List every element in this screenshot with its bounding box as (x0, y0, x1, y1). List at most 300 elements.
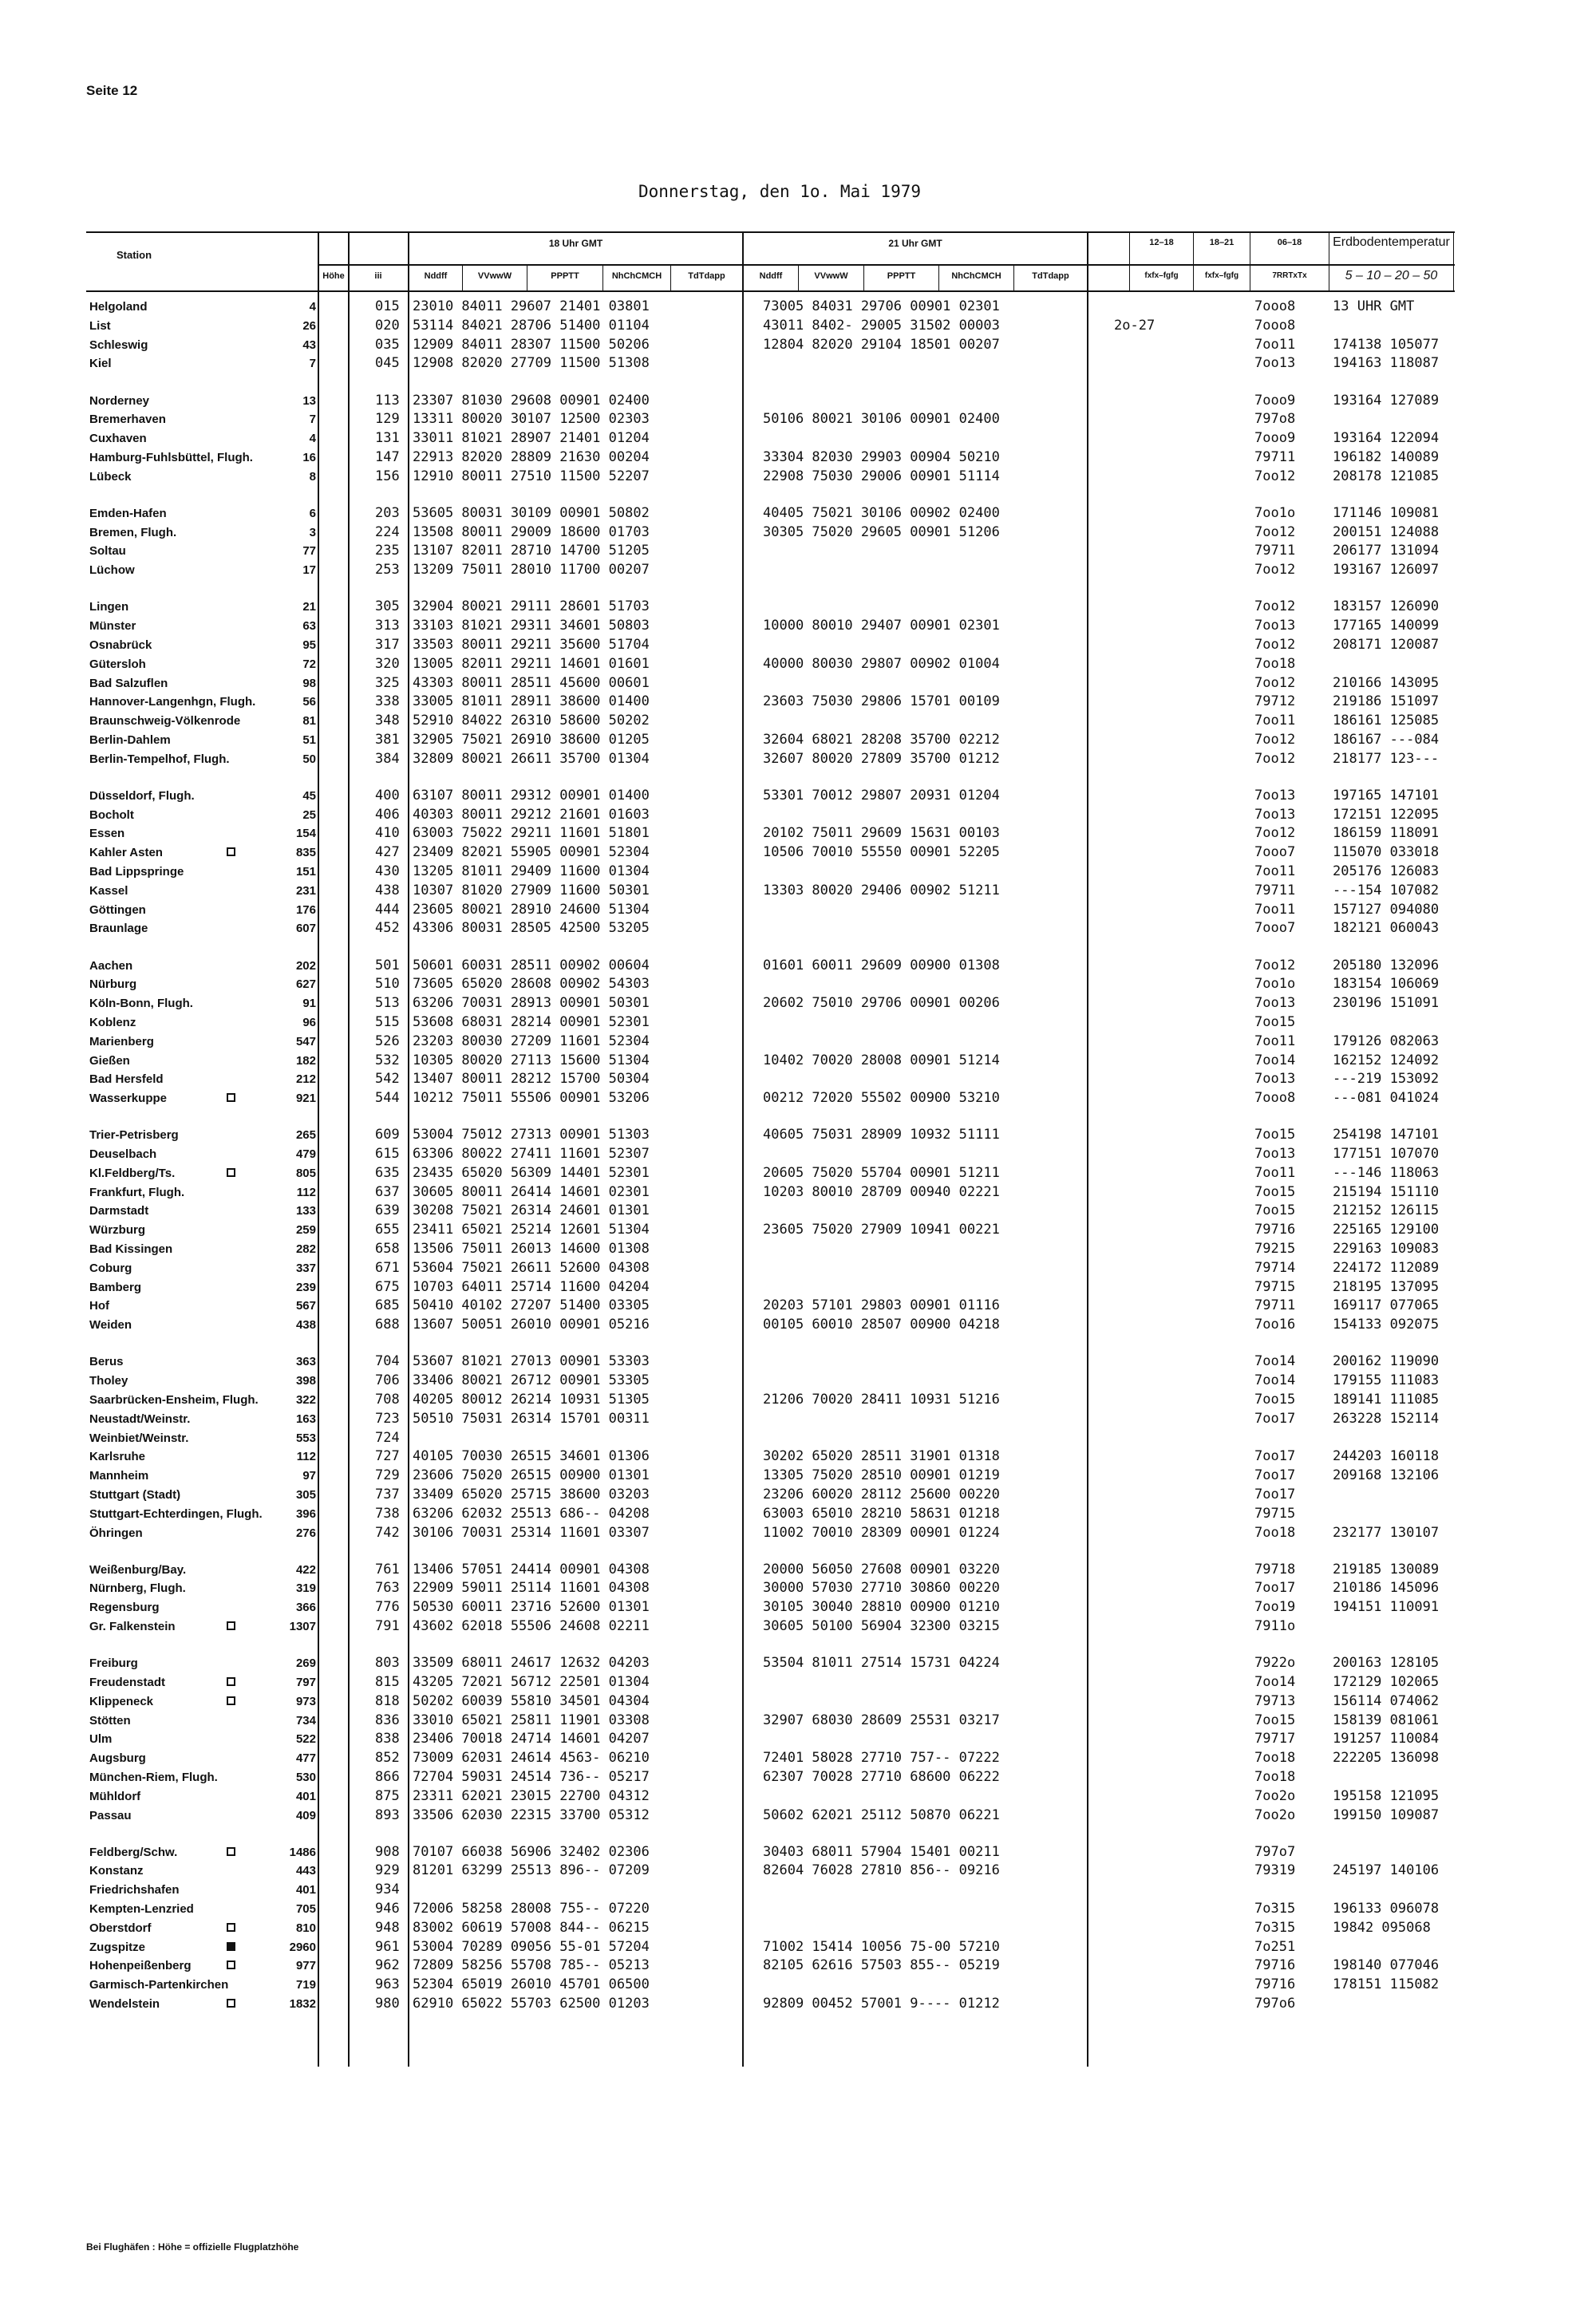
station-name: Bad Kissingen (89, 1242, 173, 1256)
station-hoehe: 977 (295, 1959, 316, 1973)
soil-temperature: 169117 077065 (1333, 1297, 1440, 1314)
station-name: Cuxhaven (89, 432, 147, 446)
station-hoehe: 95 (302, 638, 316, 652)
station-hoehe: 163 (295, 1412, 316, 1426)
soil-temperature: 179126 082063 (1333, 1033, 1440, 1049)
soil-temperature: 209168 132106 (1333, 1467, 1440, 1484)
code-06-18: 7oo12 (1254, 674, 1296, 691)
obs-21-uhr: 23603 75030 29806 15701 00109 (763, 693, 1000, 710)
obs-21-uhr: 30305 75020 29605 00901 51206 (763, 523, 1000, 540)
station-name: Lübeck (89, 469, 132, 484)
station-hoehe: 401 (295, 1789, 316, 1803)
table-row (0, 1937, 1596, 1957)
station-name: Nürburg (89, 977, 137, 992)
station-name: Friedrichshafen (89, 1883, 180, 1897)
station-iii: 515 (375, 1013, 400, 1030)
station-hoehe: 477 (295, 1751, 316, 1766)
code-06-18: 7oo11 (1254, 336, 1296, 353)
station-hoehe: 443 (295, 1864, 316, 1878)
station-iii: 685 (375, 1297, 400, 1314)
table-row (0, 1051, 1596, 1070)
obs-18-uhr: 43602 62018 55506 24608 02211 (413, 1618, 650, 1634)
code-06-18: 7922o (1254, 1655, 1296, 1672)
station-name: Stuttgart-Echterdingen, Flugh. (89, 1506, 263, 1521)
table-row (0, 1239, 1596, 1258)
soil-temperature: 210186 145096 (1333, 1580, 1440, 1597)
soil-temperature: 157127 094080 (1333, 901, 1440, 918)
station-name: Würzburg (89, 1223, 145, 1238)
obs-18-uhr: 23411 65021 25214 12601 51304 (413, 1222, 650, 1238)
station-hoehe: 3 (309, 525, 316, 539)
soil-temperature: 178151 115082 (1333, 1976, 1440, 1993)
station-hoehe: 607 (295, 922, 316, 936)
station-iii: 818 (375, 1692, 400, 1709)
obs-18-uhr: 23203 80030 27209 11601 52304 (413, 1033, 650, 1049)
table-row (0, 1880, 1596, 1899)
code-06-18: 7oo17 (1254, 1410, 1296, 1427)
station-iii: 430 (375, 863, 400, 879)
station-name: Feldberg/Schw. (89, 1845, 178, 1859)
station-hoehe: 72 (302, 657, 316, 671)
obs-18-uhr: 52304 65019 26010 45701 06500 (413, 1976, 650, 1993)
station-iii: 948 (375, 1919, 400, 1936)
code-06-18: 79717 (1254, 1731, 1296, 1747)
station-iii: 381 (375, 731, 400, 748)
code-06-18: 7oo11 (1254, 713, 1296, 729)
code-06-18: 7o315 (1254, 1919, 1296, 1936)
station-name: Bocholt (89, 807, 134, 822)
station-iii: 934 (375, 1882, 400, 1898)
table-row (0, 1277, 1596, 1297)
station-hoehe: 259 (295, 1223, 316, 1238)
obs-18-uhr: 12908 82020 27709 11500 51308 (413, 355, 650, 372)
header-18-nddff: Nddff (424, 271, 448, 281)
station-name: Gr. Falkenstein (89, 1620, 176, 1633)
table-row (0, 1183, 1596, 1202)
soil-temperature: 198140 077046 (1333, 1957, 1440, 1974)
soil-temperature: 174138 105077 (1333, 336, 1440, 353)
code-06-18: 797o8 (1254, 411, 1296, 428)
soil-temperature: 219186 151097 (1333, 693, 1440, 710)
station-hoehe: 438 (295, 1318, 316, 1333)
station-iii: 348 (375, 713, 400, 729)
table-row (0, 711, 1596, 730)
table-row (0, 1899, 1596, 1918)
station-hoehe: 396 (295, 1506, 316, 1521)
obs-18-uhr: 30605 80011 26414 14601 02301 (413, 1183, 650, 1200)
station-name: Düsseldorf, Flugh. (89, 788, 195, 803)
station-name: Kempten-Lenzried (89, 1902, 194, 1916)
station-hoehe: 363 (295, 1355, 316, 1369)
station-name: Klippeneck (89, 1694, 154, 1708)
obs-18-uhr: 13205 81011 29409 11600 01304 (413, 863, 650, 879)
station-hoehe: 530 (295, 1770, 316, 1784)
station-iii: 803 (375, 1655, 400, 1672)
obs-18-uhr: 43306 80031 28505 42500 53205 (413, 920, 650, 937)
station-hoehe: 112 (296, 1185, 316, 1199)
soil-temperature: 193164 127089 (1333, 392, 1440, 409)
station-hoehe: 7 (309, 413, 316, 427)
station-iii: 671 (375, 1259, 400, 1276)
station-hoehe: 13 (302, 393, 316, 408)
code-06-18: 7ooo7 (1254, 844, 1296, 861)
obs-18-uhr: 53608 68031 28214 00901 52301 (413, 1013, 650, 1030)
code-06-18: 7oo12 (1254, 731, 1296, 748)
station-name: Berus (89, 1355, 124, 1369)
code-06-18: 7oo11 (1254, 1033, 1296, 1049)
soil-temperature: 224172 112089 (1333, 1259, 1440, 1276)
obs-18-uhr: 72006 58258 28008 755-- 07220 (413, 1901, 650, 1917)
obs-18-uhr: 43303 80011 28511 45600 00601 (413, 674, 650, 691)
station-iii: 723 (375, 1410, 400, 1427)
obs-21-uhr: 43011 8402- 29005 31502 00003 (763, 317, 1000, 334)
station-name: München-Riem, Flugh. (89, 1770, 218, 1784)
station-iii: 961 (375, 1938, 400, 1955)
station-name: Köln-Bonn, Flugh. (89, 997, 193, 1011)
obs-21-uhr: 23605 75020 27909 10941 00221 (763, 1222, 1000, 1238)
station-name: Soltau (89, 544, 126, 559)
table-row (0, 1918, 1596, 1937)
station-iii: 675 (375, 1278, 400, 1295)
station-iii: 317 (375, 636, 400, 653)
code-06-18: 7oo17 (1254, 1486, 1296, 1502)
station-iii: 635 (375, 1164, 400, 1181)
station-name: Wendelstein (89, 1997, 160, 2011)
station-iii: 325 (375, 674, 400, 691)
station-iii: 615 (375, 1146, 400, 1162)
station-hoehe: 835 (295, 846, 316, 860)
code-06-18: 7911o (1254, 1618, 1296, 1634)
table-row (0, 1560, 1596, 1579)
soil-temperature: 215194 151110 (1333, 1183, 1440, 1200)
obs-21-uhr: 10000 80010 29407 00901 02301 (763, 618, 1000, 634)
obs-18-uhr: 13508 80011 29009 18600 01703 (413, 523, 650, 540)
station-name: Kl.Feldberg/Ts. (89, 1166, 176, 1180)
soil-temperature: ---219 153092 (1333, 1071, 1440, 1088)
station-hoehe: 1486 (289, 1845, 316, 1859)
obs-21-uhr: 20605 75020 55704 00901 51211 (763, 1164, 1000, 1181)
station-hoehe: 97 (302, 1469, 316, 1483)
soil-temperature: 199150 109087 (1333, 1806, 1440, 1823)
station-name: Marienberg (89, 1034, 154, 1048)
obs-18-uhr: 43205 72021 56712 22501 01304 (413, 1673, 650, 1690)
obs-21-uhr: 00212 72020 55502 00900 53210 (763, 1090, 1000, 1107)
station-hoehe: 705 (295, 1902, 316, 1916)
station-hoehe: 627 (295, 977, 316, 992)
mountain-station-square-icon (227, 1168, 235, 1177)
station-name: Nürnberg, Flugh. (89, 1581, 186, 1596)
obs-18-uhr: 33509 68011 24617 12632 04203 (413, 1655, 650, 1672)
code-06-18: 7ooo8 (1254, 1090, 1296, 1107)
station-iii: 776 (375, 1599, 400, 1616)
mountain-station-square-icon (227, 1960, 235, 1969)
station-hoehe: 319 (295, 1581, 316, 1596)
table-row (0, 1032, 1596, 1051)
code-06-18: 7ooo8 (1254, 298, 1296, 314)
obs-18-uhr: 53114 84021 28706 51400 01104 (413, 317, 650, 334)
table-row (0, 1617, 1596, 1636)
obs-18-uhr: 33506 62030 22315 33700 05312 (413, 1806, 650, 1823)
station-iii: 305 (375, 598, 400, 615)
mountain-station-square-icon (227, 1093, 235, 1102)
station-iii: 113 (375, 392, 400, 409)
station-iii: 156 (375, 468, 400, 484)
station-hoehe: 4 (309, 300, 316, 314)
station-name: Frankfurt, Flugh. (89, 1185, 185, 1199)
station-name: Trier-Petrisberg (89, 1128, 179, 1143)
code-06-18: 7oo1o (1254, 504, 1296, 521)
station-iii: 501 (375, 957, 400, 973)
header-18-21-sub: fxfx–fgfg (1204, 271, 1239, 280)
code-06-18: 7oo17 (1254, 1448, 1296, 1465)
obs-18-uhr: 32904 80021 29111 28601 51703 (413, 598, 650, 615)
station-iii: 658 (375, 1241, 400, 1257)
station-name: Gütersloh (89, 657, 146, 671)
soil-temperature: 172151 122095 (1333, 806, 1440, 823)
station-name: Wasserkuppe (89, 1092, 167, 1106)
soil-temperature: 156114 074062 (1333, 1692, 1440, 1709)
station-name: Schleswig (89, 338, 148, 352)
station-iii: 129 (375, 411, 400, 428)
obs-18-uhr: 13406 57051 24414 00901 04308 (413, 1561, 650, 1577)
obs-18-uhr: 72704 59031 24514 736-- 05217 (413, 1768, 650, 1785)
station-iii: 742 (375, 1524, 400, 1541)
obs-18-uhr: 32809 80021 26611 35700 01304 (413, 750, 650, 767)
station-name: Gießen (89, 1053, 130, 1068)
obs-18-uhr: 33005 81011 28911 38600 01400 (413, 693, 650, 710)
station-iii: 708 (375, 1391, 400, 1408)
code-06-18: 79711 (1254, 543, 1296, 559)
station-name: Garmisch-Partenkirchen (89, 1978, 229, 1992)
code-06-18: 7oo12 (1254, 562, 1296, 578)
station-hoehe: 305 (295, 1487, 316, 1502)
obs-21-uhr: 30605 50100 56904 32300 03215 (763, 1618, 1000, 1634)
station-hoehe: 16 (302, 450, 316, 464)
obs-18-uhr: 23010 84011 29607 21401 03801 (413, 298, 650, 314)
code-06-18: 7oo17 (1254, 1580, 1296, 1597)
table-row (0, 503, 1596, 523)
station-iii: 020 (375, 317, 400, 334)
station-iii: 688 (375, 1317, 400, 1333)
soil-temperature: 208178 121085 (1333, 468, 1440, 484)
station-iii: 452 (375, 920, 400, 937)
station-name: Braunschweig-Völkenrode (89, 714, 241, 729)
station-hoehe: 8 (309, 469, 316, 484)
station-iii: 875 (375, 1787, 400, 1804)
station-hoehe: 6 (309, 506, 316, 520)
soil-temperature: 212152 126115 (1333, 1202, 1440, 1219)
code-06-18: 7oo14 (1254, 1353, 1296, 1370)
obs-18-uhr: 23606 75020 26515 00900 01301 (413, 1467, 650, 1484)
obs-18-uhr: 13506 75011 26013 14600 01308 (413, 1241, 650, 1257)
station-hoehe: 133 (295, 1204, 316, 1218)
obs-21-uhr: 12804 82020 29104 18501 00207 (763, 336, 1000, 353)
obs-21-uhr: 32607 80020 27809 35700 01212 (763, 750, 1000, 767)
header-iii: iii (374, 271, 382, 281)
obs-18-uhr: 40303 80011 29212 21601 01603 (413, 806, 650, 823)
code-06-18: 7oo11 (1254, 1164, 1296, 1181)
code-06-18: 79713 (1254, 1692, 1296, 1709)
code-06-18: 79319 (1254, 1862, 1296, 1879)
table-row (0, 1975, 1596, 1994)
table-row (0, 1806, 1596, 1825)
code-06-18: 7oo12 (1254, 468, 1296, 484)
table-row (0, 1258, 1596, 1277)
station-iii: 761 (375, 1561, 400, 1577)
code-06-18: 79711 (1254, 882, 1296, 898)
obs-18-uhr: 13407 80011 28212 15700 50304 (413, 1071, 650, 1088)
station-iii: 893 (375, 1806, 400, 1823)
soil-temperature: 171146 109081 (1333, 504, 1440, 521)
table-row (0, 843, 1596, 862)
header-18-tdtdapp: TdTdapp (688, 271, 725, 281)
station-iii: 838 (375, 1731, 400, 1747)
table-row (0, 1163, 1596, 1183)
obs-21-uhr: 22908 75030 29006 00901 51114 (763, 468, 1000, 484)
obs-18-uhr: 13005 82011 29211 14601 01601 (413, 655, 650, 672)
code-06-18: 7ooo9 (1254, 392, 1296, 409)
table-row (0, 428, 1596, 448)
obs-21-uhr: 10203 80010 28709 00940 02221 (763, 1183, 1000, 1200)
station-name: Freudenstadt (89, 1675, 166, 1689)
station-iii: 438 (375, 882, 400, 898)
station-name: Kiel (89, 357, 112, 371)
station-iii: 763 (375, 1580, 400, 1597)
station-name: Weinbiet/Weinstr. (89, 1431, 189, 1445)
station-hoehe: 1832 (289, 1997, 316, 2011)
soil-temperature: 186167 ---084 (1333, 731, 1440, 748)
station-hoehe: 973 (295, 1694, 316, 1708)
code-06-18: 7oo11 (1254, 901, 1296, 918)
station-name: Münster (89, 619, 136, 634)
station-name: Regensburg (89, 1601, 160, 1615)
station-iii: 908 (375, 1843, 400, 1860)
table-row (0, 900, 1596, 919)
station-hoehe: 4 (309, 432, 316, 446)
header-06-18: 06–18 (1277, 238, 1302, 247)
table-row (0, 1653, 1596, 1672)
table-row (0, 1144, 1596, 1163)
table-row (0, 1748, 1596, 1767)
station-hoehe: 154 (295, 827, 316, 841)
station-name: Koblenz (89, 1015, 136, 1029)
obs-18-uhr: 13107 82011 28710 14700 51205 (413, 543, 650, 559)
table-row (0, 1088, 1596, 1108)
code-06-18: 7oo13 (1254, 1071, 1296, 1088)
code-06-18: 7o315 (1254, 1901, 1296, 1917)
table-row (0, 1466, 1596, 1485)
table-row (0, 560, 1596, 579)
table-row (0, 823, 1596, 843)
station-iii: 836 (375, 1712, 400, 1728)
code-06-18: 7oo11 (1254, 863, 1296, 879)
soil-temperature: 115070 033018 (1333, 844, 1440, 861)
station-hoehe: 212 (295, 1072, 316, 1087)
station-iii: 338 (375, 693, 400, 710)
station-name: Freiburg (89, 1656, 138, 1671)
code-06-18: 7oo15 (1254, 1712, 1296, 1728)
station-iii: 609 (375, 1127, 400, 1143)
station-hoehe: 522 (295, 1732, 316, 1747)
station-name: Neustadt/Weinstr. (89, 1412, 191, 1426)
obs-18-uhr: 13209 75011 28010 11700 00207 (413, 562, 650, 578)
station-hoehe: 25 (302, 807, 316, 822)
station-hoehe: 422 (295, 1562, 316, 1577)
code-06-18: 79716 (1254, 1957, 1296, 1974)
obs-21-uhr: 30105 30040 28810 00900 01210 (763, 1599, 1000, 1616)
soil-temperature: 191257 110084 (1333, 1731, 1440, 1747)
station-name: Öhringen (89, 1526, 143, 1540)
station-hoehe: 921 (295, 1092, 316, 1106)
station-name: Coburg (89, 1261, 132, 1275)
table-row (0, 786, 1596, 805)
station-iii: 400 (375, 787, 400, 804)
obs-21-uhr: 50106 80021 30106 00901 02400 (763, 411, 1000, 428)
code-06-18: 797o6 (1254, 1996, 1296, 2012)
station-iii: 513 (375, 995, 400, 1012)
station-hoehe: 91 (302, 997, 316, 1011)
station-name: Berlin-Dahlem (89, 732, 171, 747)
obs-18-uhr: 23409 82021 55905 00901 52304 (413, 844, 650, 861)
code-06-18: 7o251 (1254, 1938, 1296, 1955)
obs-21-uhr: 01601 60011 29609 00900 01308 (763, 957, 1000, 973)
obs-18-uhr: 13607 50051 26010 00901 05216 (413, 1317, 650, 1333)
station-iii: 791 (375, 1618, 400, 1634)
obs-21-uhr: 53301 70012 29807 20931 01204 (763, 787, 1000, 804)
soil-temperature: 218177 123--- (1333, 750, 1440, 767)
soil-temperature: 19842 095068 (1333, 1919, 1431, 1936)
table-row (0, 1711, 1596, 1730)
station-hoehe: 547 (295, 1034, 316, 1048)
code-06-18: 7oo14 (1254, 1673, 1296, 1690)
station-iii: 384 (375, 750, 400, 767)
soil-temperature: 218195 137095 (1333, 1278, 1440, 1295)
station-iii: 946 (375, 1901, 400, 1917)
station-iii: 727 (375, 1448, 400, 1465)
station-name: Kahler Asten (89, 846, 163, 860)
obs-18-uhr: 63206 70031 28913 00901 50301 (413, 995, 650, 1012)
table-row (0, 993, 1596, 1013)
obs-21-uhr: 32604 68021 28208 35700 02212 (763, 731, 1000, 748)
station-iii: 655 (375, 1222, 400, 1238)
station-hoehe: 719 (295, 1978, 316, 1992)
code-06-18: 79215 (1254, 1241, 1296, 1257)
station-name: Bremen, Flugh. (89, 525, 177, 539)
code-06-18: 79714 (1254, 1259, 1296, 1276)
station-name: Lüchow (89, 563, 135, 578)
station-hoehe: 43 (302, 338, 316, 352)
header-erdboden: Erdbodentemperatur (1333, 235, 1450, 249)
soil-temperature: 193164 122094 (1333, 430, 1440, 447)
code-06-18: 7oo2o (1254, 1787, 1296, 1804)
station-iii: 253 (375, 562, 400, 578)
station-hoehe: 202 (295, 958, 316, 973)
obs-18-uhr: 22913 82020 28809 21630 00204 (413, 448, 650, 465)
obs-21-uhr: 92809 00452 57001 9---- 01212 (763, 1996, 1000, 2012)
station-hoehe: 567 (295, 1299, 316, 1313)
header-21-vvwww: VVwwW (814, 271, 848, 281)
soil-temperature: 210166 143095 (1333, 674, 1440, 691)
station-iii: 313 (375, 618, 400, 634)
code-06-18: 7oo15 (1254, 1391, 1296, 1408)
obs-18-uhr: 53604 75021 26611 52600 04308 (413, 1259, 650, 1276)
mountain-station-square-icon (227, 1677, 235, 1686)
station-iii: 510 (375, 976, 400, 993)
soil-temperature: 172129 102065 (1333, 1673, 1440, 1690)
header-18-ppptt: PPPTT (551, 271, 579, 281)
soil-temperature: 154133 092075 (1333, 1317, 1440, 1333)
station-hoehe: 1307 (289, 1620, 316, 1633)
